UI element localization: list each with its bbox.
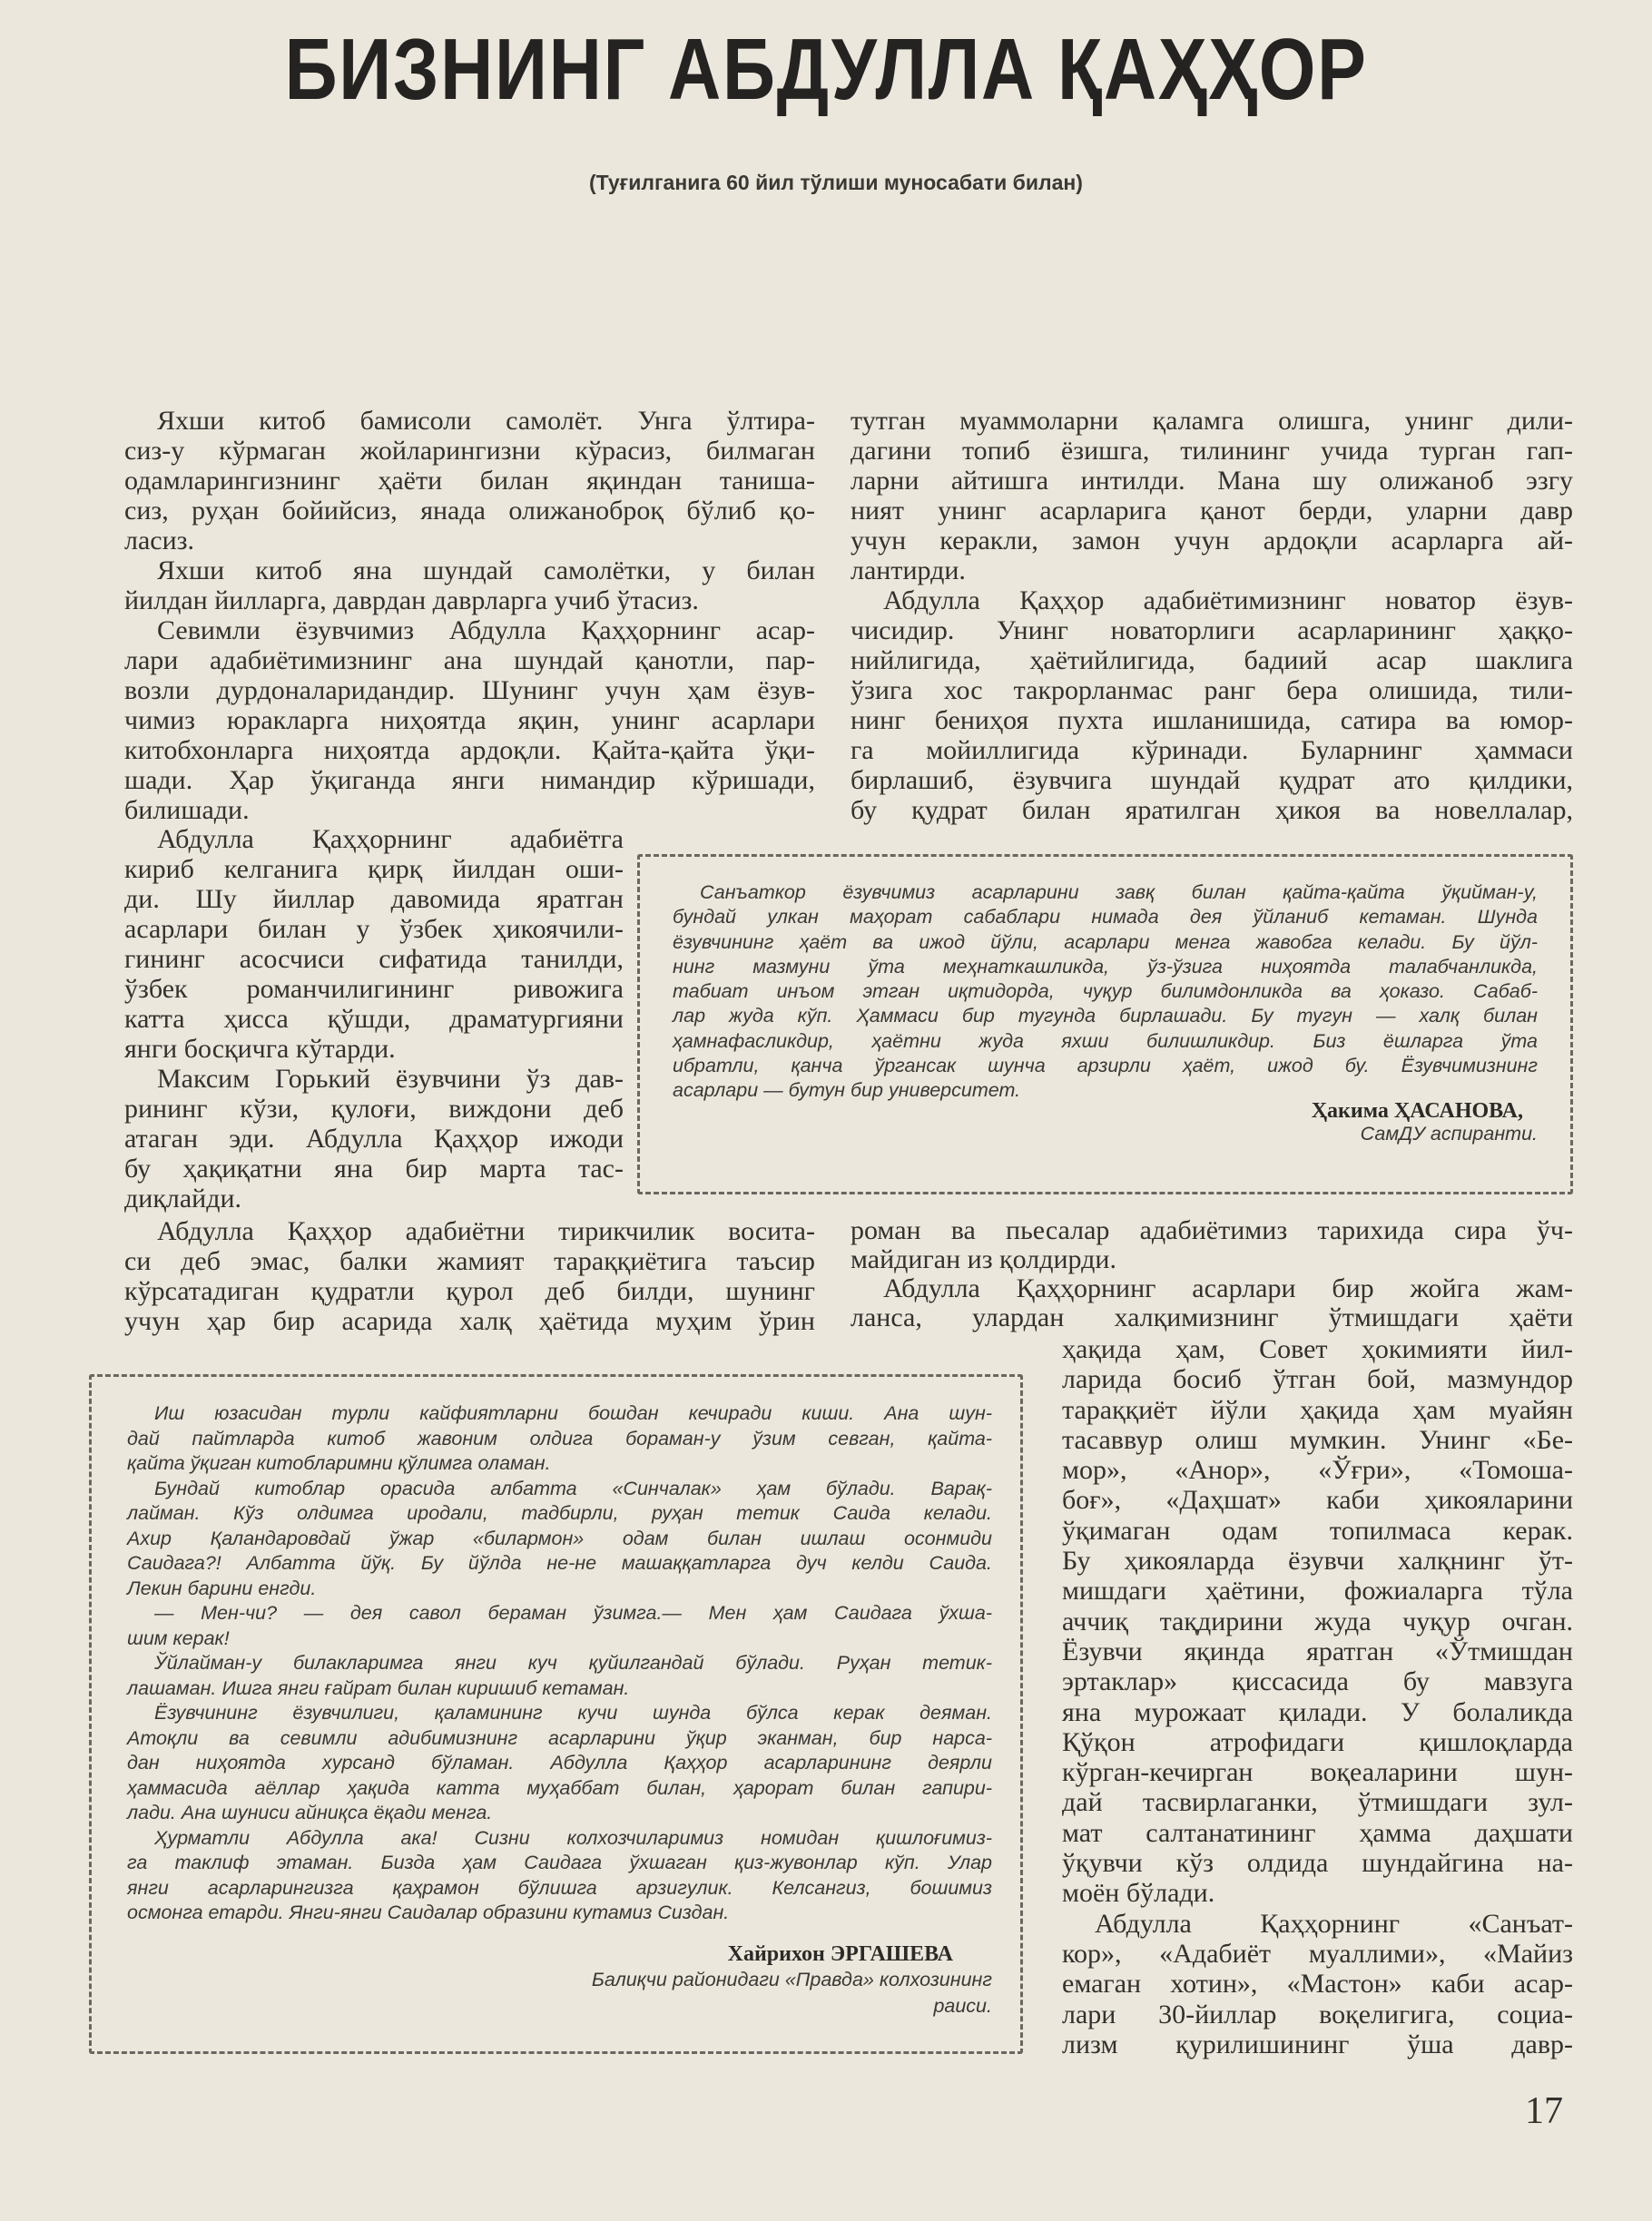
- text-line: дан ниҳоятда хурсанд бўламан. Абдулла Қаҳҳор асарларининг деярли: [127, 1752, 992, 1774]
- article-title: [0, 20, 1652, 120]
- text-line: бундай улкан маҳорат сабаблари нимада дея ўйланиб кетаман. Шунда: [673, 906, 1538, 929]
- article-subtitle: (Туғилганига 60 йил тўлиши муносабати билан): [589, 171, 1083, 194]
- text-line: чисидир. Унинг новаторлиги асарларининг ҳаққо-: [851, 615, 1573, 645]
- text-line: ўқимаган одам топилмаса керак.: [1062, 1515, 1573, 1546]
- text-line: шади. Ҳар ўқиганда янги нимандир кўришади,: [124, 765, 815, 795]
- text-line: лари адабиётимизнинг ана шундай қанотли, пар-: [124, 645, 815, 675]
- page-number: 17: [1525, 2090, 1563, 2132]
- text-line: дай тасвирлаганки, ўтмишдаги зул-: [1062, 1787, 1573, 1818]
- text-line: моён бўлади.: [1062, 1878, 1215, 1909]
- text-line: лантирди.: [851, 555, 966, 585]
- text-line: лар жуда кўп. Ҳаммаси бир тугунда бирлашади. Бу тугун — халқ билан: [673, 1005, 1538, 1027]
- text-line: қайта ўқиган китобларимни қўлимга оламан.: [127, 1452, 551, 1474]
- text-line: Ҳурматли Абдулла ака! Сизни колхозчиларимиз номидан қишлоғимиз-: [154, 1826, 992, 1849]
- text-line: га таклиф этаман. Бизда ҳам Саидага ўхшаган қиз-жувонлар кўп. Улар: [127, 1852, 992, 1873]
- text-line: боғ», «Даҳшат» каби ҳикояларини: [1062, 1485, 1573, 1516]
- text-line: ҳақида ҳам, Совет ҳокимияти йил-: [1062, 1334, 1573, 1364]
- text-line: Абдулла Қаҳҳорнинг адабиётга: [157, 824, 624, 854]
- text-line: Қўқон атрофидаги қишлоқларда: [1062, 1726, 1573, 1757]
- text-line: Ёзувчининг ёзувчилиги, қаламининг кучи шунда бўлса керак деяман.: [154, 1702, 992, 1724]
- text-line: бирлашиб, ёзувчига шундай қудрат ато қилдики,: [851, 765, 1573, 795]
- text-line: асарлари — бутун бир университет.: [673, 1079, 1021, 1102]
- text-line: Иш юзасидан турли кайфиятларни бошдан кечиради киши. Ана шун-: [154, 1402, 992, 1424]
- text-line: мор», «Анор», «Ўғри», «Томоша-: [1062, 1455, 1573, 1486]
- text-line: нийлигида, ҳаётийлигида, бадиий асар шаклига: [851, 645, 1573, 675]
- body-column-left-top: [124, 406, 815, 825]
- text-line: гининг асосчиси сифатида танилди,: [124, 944, 624, 974]
- text-line: Саидага?! Албатта йўқ. Бу йўлда не-не машаққатларга дуч келди Саида.: [127, 1552, 992, 1574]
- text-line: шим керак!: [127, 1626, 230, 1649]
- body-column-right-mid: [851, 1216, 1573, 1332]
- text-line: янги босқичга кўтарди.: [124, 1034, 396, 1064]
- text-line: Ёзувчи яқинда яратган «Ўтмишдан: [1062, 1636, 1573, 1666]
- text-line: сиз-у кўрмаган жойларингизни кўрасиз, билмаган: [124, 436, 815, 466]
- text-line: ҳаммасида аёллар ҳақида катта муҳаббат билан, ҳарорат билан гапири-: [127, 1776, 992, 1799]
- text-line: Лекин барини енгди.: [127, 1577, 317, 1599]
- text-line: учун ҳар бир асарида халқ ҳаётида муҳим ўрин: [124, 1306, 815, 1336]
- text-line: нинг бениҳоя пухта ишланишида, сатира ва юмор-: [851, 705, 1573, 735]
- text-line: аччиқ тақдирини жуда чуқур очган.: [1062, 1606, 1573, 1636]
- text-line: бу қудрат билан яратилган ҳикоя ва новеллалар,: [851, 795, 1573, 825]
- text-line: Абдулла Қаҳҳорнинг асарлари бир жойга жам-: [883, 1273, 1573, 1303]
- text-line: роман ва пьесалар адабиётимиз тарихида сира ўч-: [851, 1215, 1573, 1245]
- text-line: йилдан йилларга, даврдан даврларга учиб ўтасиз.: [124, 585, 699, 615]
- body-column-right-narrow: [1062, 1334, 1573, 2059]
- text-line: осмонга етарди. Янги-янги Саидалар образини кутамиз Сиздан.: [127, 1902, 730, 1923]
- text-line: лизм қурилишининг ўша давр-: [1062, 2029, 1573, 2059]
- text-line: лари 30-йиллар воқелигига, социа-: [1062, 1999, 1573, 2029]
- text-line: сиз, руҳан бойийсиз, янада олижаноброқ бўлиб қо-: [124, 496, 815, 526]
- body-column-left-narrow: [124, 824, 624, 1214]
- text-line: яна мурожаат қилади. У болаликда: [1062, 1696, 1573, 1727]
- text-line: нинг мазмуни ўта меҳнаткашликда, ўз-ўзига ниҳоятда талабчанликда,: [673, 955, 1538, 978]
- text-line: дай пайтларда китоб жавоним олдига бораман-у ўзим севган, қайта-: [127, 1427, 992, 1450]
- text-line: ҳамнафасликдир, ҳаётни жуда яхши билишликдир. Биз ёшларга ўта: [673, 1029, 1538, 1052]
- text-line: ўзига хос такрорланмас ранг бера олишида, тили-: [851, 675, 1573, 705]
- text-line: ўқувчи кўз олдида шундайгина на-: [1062, 1848, 1573, 1879]
- text-line: билишади.: [124, 795, 250, 825]
- text-line: чимиз юракларга ниҳоятда яқин, унинг асарлари: [124, 705, 815, 735]
- quote-text-hasanova: [673, 880, 1538, 1104]
- text-line: Санъаткор ёзувчимиз асарларини завқ билан қайта-қайта ўқийман-у,: [700, 881, 1538, 903]
- text-line: кор», «Адабиёт муаллими», «Майиз: [1062, 1938, 1573, 1969]
- text-line: ди. Шу йиллар давомида яратган: [124, 884, 624, 914]
- text-line: ният унинг асарларига қанот берди, уларни давр: [851, 496, 1573, 526]
- quote-author-ergasheva: Хайрихон ЭРГАШЕВА: [727, 1942, 953, 1966]
- text-line: ўзбек романчилигининг ривожига: [124, 974, 624, 1004]
- text-line: ларни айтишга интилди. Мана шу олижаноб эзгу: [851, 466, 1573, 496]
- text-line: асарлари билан у ўзбек ҳикоячили-: [124, 914, 624, 944]
- text-line: ланса, улардан халқимизнинг ўтмишдаги ҳаёти: [851, 1302, 1573, 1332]
- text-line: Севимли ёзувчимиз Абдулла Қаҳҳорнинг асар-: [157, 615, 815, 645]
- text-line: га мойиллигида кўринади. Буларнинг ҳаммаси: [851, 735, 1573, 765]
- text-line: мат салтанатининг ҳамма даҳшати: [1062, 1817, 1573, 1848]
- text-line: табиат инъом этган иқтидорда, чуқур билимдонликда ва ҳоказо. Сабаб-: [673, 980, 1538, 1003]
- text-line: кўрсатадиган қудратли қурол деб билди, шунинг: [124, 1276, 815, 1306]
- text-line: кўрган-кечирган воқеаларини шун-: [1062, 1757, 1573, 1788]
- text-line: си деб эмас, балки жамият тараққиётига таъсир: [124, 1246, 815, 1276]
- text-line: Яхши китоб бамисоли самолёт. Унга ўлтира-: [157, 406, 815, 436]
- text-line: янги асарларингизга қаҳрамон бўлишга арзигулик. Келсангиз, бошимиз: [127, 1876, 992, 1899]
- text-line: тасаввур олиш мумкин. Унинг «Бе-: [1062, 1424, 1573, 1455]
- text-line: тараққиёт йўли ҳақида ҳам муайян: [1062, 1394, 1573, 1425]
- text-line: рининг кўзи, қулоғи, виждони деб: [124, 1094, 624, 1124]
- text-line: возли дурдоналаридандир. Шунинг учун ҳам ёзув-: [124, 675, 815, 705]
- body-column-right-top: [851, 406, 1573, 825]
- text-line: атаган эди. Абдулла Қаҳҳор ижоди: [124, 1124, 624, 1154]
- text-line: Абдулла Қаҳҳор адабиётимизнинг новатор ёзув-: [883, 585, 1573, 615]
- quote-author-role-ergasheva: Балиқчи районидаги «Правда» колхозининг: [591, 1969, 992, 1990]
- text-line: Бундай китоблар орасида албатта «Синчалак» ҳам бўлади. Варақ-: [154, 1477, 992, 1499]
- quote-author-role-hasanova: СамДУ аспиранти.: [1360, 1123, 1538, 1145]
- text-line: ёзувчининг ҳаёт ва ижод йўли, асарлари менга жавобга келади. Бу йўл-: [673, 930, 1538, 953]
- text-line: лашаман. Ишга янги ғайрат билан киришиб кетаман.: [127, 1676, 630, 1699]
- text-line: ларида босиб ўтган бой, мазмундор: [1062, 1364, 1573, 1395]
- text-line: мишдаги ҳаётини, фожиаларга тўла: [1062, 1576, 1573, 1607]
- text-line: Бу ҳикояларда ёзувчи халқнинг ўт-: [1062, 1546, 1573, 1577]
- text-line: одамларингизнинг ҳаёти билан яқиндан таниша-: [124, 466, 815, 496]
- text-line: Атоқли ва севимли адибимизнинг асарларини ўқир эканман, бир нарса-: [127, 1726, 992, 1749]
- text-line: Абдулла Қаҳҳорнинг «Санъат-: [1095, 1908, 1573, 1939]
- text-line: катта ҳисса қўшди, драматургияни: [124, 1004, 624, 1034]
- article-title-text: БИЗНИНГ АБДУЛЛА ҚАҲҲОР: [284, 21, 1368, 118]
- text-line: учун керакли, замон учун ардоқли асарларга ай-: [851, 526, 1573, 555]
- text-line: бу ҳақиқатни яна бир марта тас-: [124, 1154, 624, 1184]
- text-line: Яхши китоб яна шундай самолётки, у билан: [157, 555, 815, 585]
- text-line: Абдулла Қаҳҳор адабиётни тирикчилик восита-: [157, 1216, 815, 1246]
- text-line: емаган хотин», «Мастон» каби асар-: [1062, 1969, 1573, 2000]
- text-line: эртаклар» қиссасида бу мавзуга: [1062, 1666, 1573, 1697]
- text-line: майдиган из қолдирди.: [851, 1244, 1116, 1274]
- text-line: лади. Ана шуниси айниқса ёқади менга.: [127, 1802, 493, 1823]
- quote-text-ergasheva: [127, 1401, 992, 1926]
- text-line: — Мен-чи? — дея савол бераман ўзимга.— Мен ҳам Саидага ўхша-: [154, 1602, 992, 1624]
- quote-author-hasanova: Ҳакима ҲАСАНОВА,: [1311, 1099, 1523, 1123]
- text-line: кириб келганига қирқ йилдан оши-: [124, 854, 624, 884]
- body-column-left-bottom: [124, 1216, 815, 1336]
- text-line: диқлайди.: [124, 1184, 242, 1214]
- text-line: Ўйлайман-у билакларимга янги куч қуйилгандай бўлади. Руҳан тетик-: [154, 1652, 992, 1674]
- text-line: ласиз.: [124, 526, 195, 555]
- text-line: Максим Горький ёзувчини ўз дав-: [157, 1064, 624, 1094]
- text-line: ибратли, қанча ўргансак шунча арзирли ҳаёт, ижод бу. Ёзувчимизнинг: [673, 1055, 1538, 1077]
- text-line: китобхонларга ниҳоятда ардоқли. Қайта-қайта ўқи-: [124, 735, 815, 765]
- text-line: тутган муаммоларни қаламга олишга, унинг дили-: [851, 406, 1573, 436]
- quote-author-role-ergasheva-2: раиси.: [933, 1995, 992, 2017]
- text-line: дагини топиб ёзишга, тилининг учида турган гап-: [851, 436, 1573, 466]
- text-line: лайман. Кўз олдимга иродали, тадбирли, руҳан тетик Саида келади.: [127, 1502, 992, 1524]
- text-line: Ахир Қаландаровдай ўжар «билармон» одам билан ишлаш осонмиди: [127, 1527, 992, 1549]
